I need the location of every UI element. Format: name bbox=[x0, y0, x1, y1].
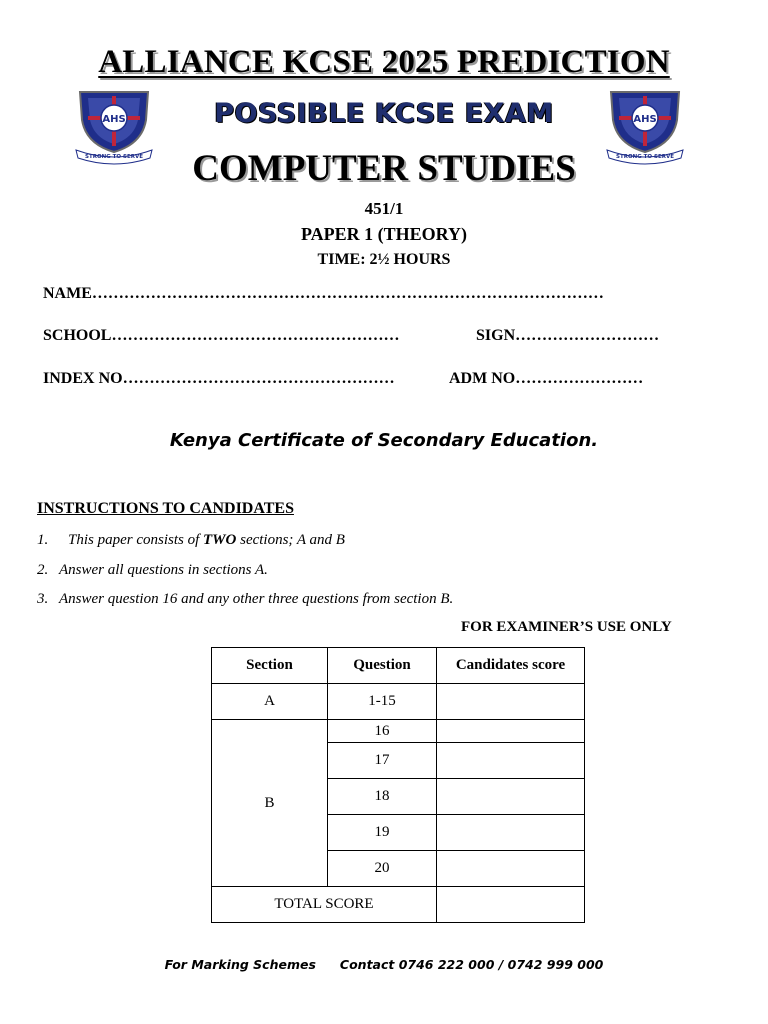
sign-field[interactable]: SIGN……………………… bbox=[476, 327, 660, 344]
footer-phone-contact[interactable]: Contact 0746 222 000 / 0742 999 000 bbox=[339, 957, 604, 972]
section-cell: B bbox=[212, 720, 328, 887]
table-row bbox=[212, 720, 585, 743]
name-field[interactable]: NAME…………………………………………………………………………………… bbox=[43, 285, 604, 302]
instruction-item bbox=[37, 562, 268, 579]
svg-text:AHS: AHS bbox=[633, 114, 657, 125]
instruction-number: 3. bbox=[37, 591, 49, 607]
table-row bbox=[212, 684, 585, 720]
instructions-heading: INSTRUCTIONS TO CANDIDATES bbox=[37, 500, 294, 517]
table-total-row bbox=[212, 887, 585, 923]
total-score-input-cell[interactable] bbox=[437, 887, 585, 923]
score-input-cell[interactable] bbox=[437, 779, 585, 815]
column-header-candidates-score: Candidates score bbox=[437, 648, 585, 684]
school-field[interactable]: SCHOOL……………………………………………… bbox=[43, 327, 400, 344]
svg-text:STRONG TO SERVE: STRONG TO SERVE bbox=[85, 154, 143, 160]
instruction-item bbox=[37, 591, 453, 608]
footer-marking-schemes: For Marking Schemes bbox=[164, 957, 316, 972]
instruction-text: Answer all questions in sections A. bbox=[59, 562, 268, 578]
score-table bbox=[211, 647, 585, 923]
question-cell: 16 bbox=[328, 720, 437, 743]
admission-number-field[interactable]: ADM NO…………………… bbox=[449, 370, 644, 387]
question-cell: 20 bbox=[328, 851, 437, 887]
instruction-emphasis: TWO bbox=[203, 532, 237, 548]
instruction-text: Answer question 16 and any other three questions from section B. bbox=[59, 591, 454, 607]
subject-title: COMPUTER STUDIES bbox=[192, 148, 576, 189]
section-cell: A bbox=[212, 684, 328, 720]
question-cell: 17 bbox=[328, 743, 437, 779]
instruction-text: sections; A and B bbox=[236, 532, 345, 548]
question-cell: 1-15 bbox=[328, 684, 437, 720]
index-number-field[interactable]: INDEX NO…………………………………………… bbox=[43, 370, 395, 387]
table-header-row bbox=[212, 648, 585, 684]
exam-series-title: ALLIANCE KCSE 2025 PREDICTION bbox=[98, 44, 670, 80]
score-input-cell[interactable] bbox=[437, 851, 585, 887]
column-header-section: Section bbox=[212, 648, 328, 684]
instruction-text: This paper consists of bbox=[68, 532, 204, 548]
svg-text:STRONG TO SERVE: STRONG TO SERVE bbox=[616, 154, 674, 160]
certificate-title: Kenya Certificate of Secondary Education. bbox=[169, 430, 599, 451]
score-input-cell[interactable] bbox=[437, 720, 585, 743]
score-input-cell[interactable] bbox=[437, 743, 585, 779]
score-input-cell[interactable] bbox=[437, 684, 585, 720]
instruction-item bbox=[37, 532, 345, 549]
footer-contact bbox=[0, 957, 768, 972]
question-cell: 18 bbox=[328, 779, 437, 815]
question-cell: 19 bbox=[328, 815, 437, 851]
instruction-number: 1. bbox=[37, 532, 49, 548]
paper-code: 451/1 bbox=[364, 199, 404, 218]
column-header-question: Question bbox=[328, 648, 437, 684]
svg-text:AHS: AHS bbox=[102, 114, 126, 125]
paper-title: PAPER 1 (THEORY) bbox=[300, 224, 468, 244]
exam-subtitle: POSSIBLE KCSE EXAM bbox=[214, 98, 554, 129]
examiner-use-label: FOR EXAMINER’S USE ONLY bbox=[461, 619, 672, 635]
score-input-cell[interactable] bbox=[437, 815, 585, 851]
total-score-label: TOTAL SCORE bbox=[212, 887, 437, 923]
exam-duration: TIME: 2½ HOURS bbox=[317, 251, 451, 268]
instruction-number: 2. bbox=[37, 562, 49, 578]
